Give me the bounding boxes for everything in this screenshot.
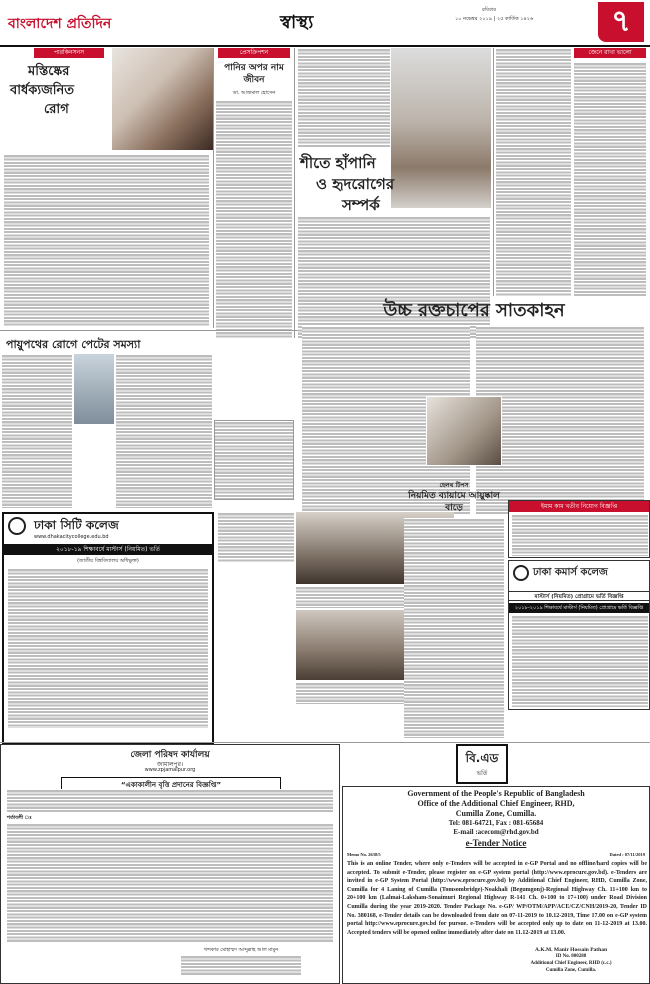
masthead bbox=[0, 0, 650, 46]
tender-line-1: Government of the People's Republic of Bangladesh bbox=[407, 789, 585, 798]
tender-memo: Memo No. 2638/5 bbox=[347, 852, 381, 857]
main-headline: উচ্চ রক্তচাপের সাতকাহন bbox=[383, 300, 565, 321]
conditions-list bbox=[7, 823, 333, 943]
article-headline: পানির অপর নাম জীবন bbox=[224, 63, 284, 85]
event-photos bbox=[214, 512, 298, 744]
issue-date: ১০ নভেম্বর ২০১৯ | ২৫ কার্তিক ১৪২৬ bbox=[455, 16, 534, 22]
headline-line-2: বার্ধক্যজনিত bbox=[10, 83, 75, 98]
article-kicker: প্রেসক্রিপশন bbox=[218, 48, 290, 58]
signature-details bbox=[181, 955, 301, 975]
stomach-photo bbox=[74, 354, 114, 424]
tender-line-3: Cumilla Zone, Cumilla. bbox=[455, 809, 537, 818]
sidebar-right-text bbox=[574, 62, 646, 296]
session-banner: ২০১৮-২০১৯ শিক্ষাবর্ষে মাস্টার্স (নিয়মিত) প্রোগ্রামে ভর্তি বিজ্ঞপ্তি bbox=[509, 603, 649, 613]
issue-day: রবিবার bbox=[482, 7, 496, 13]
bed-title: বি.এড bbox=[465, 751, 499, 765]
ad-body bbox=[8, 568, 208, 728]
article-kicker: পারকিনসনস bbox=[34, 48, 104, 58]
college-name: ঢাকা সিটি কলেজ bbox=[34, 518, 119, 532]
ad-website: www.zpjamalpur.org bbox=[144, 767, 196, 773]
article-body-left bbox=[2, 354, 72, 508]
headline-line-3: রোগ bbox=[44, 102, 69, 117]
headline-line-1: মস্তিষ্কের bbox=[28, 64, 70, 79]
ad-body bbox=[7, 789, 333, 813]
event-caption bbox=[218, 512, 294, 562]
signature: খন্দকার মোহাম্মদ আব্দুল্লাহ আল মামুন bbox=[203, 947, 279, 953]
masthead-rule bbox=[0, 45, 650, 47]
article-body-right bbox=[116, 354, 212, 508]
district-council-ad bbox=[0, 744, 340, 984]
column-rule bbox=[493, 48, 494, 296]
bp-monitor-photo bbox=[426, 396, 502, 466]
tender-signer: A.K.M. Manir Hossain Pathan bbox=[534, 947, 607, 953]
ad-title: ইমাম কাম খতীব নিয়োগ বিজ্ঞপ্তি bbox=[509, 501, 649, 512]
article-water bbox=[214, 48, 294, 340]
tender-signer-title: Additional Chief Engineer, RHD (c.c.) bbox=[530, 961, 612, 966]
man-coughing-photo bbox=[391, 48, 491, 208]
tender-line-2: Office of the Additional Chief Engineer, RHD, bbox=[417, 799, 575, 808]
tender-signer-place: Cumilla Zone, Cumilla. bbox=[545, 968, 597, 973]
page-number-badge bbox=[598, 2, 644, 42]
college-website: www.dhakacitycollege.edu.bd bbox=[34, 534, 109, 540]
ad-body bbox=[512, 615, 648, 707]
column-rule bbox=[213, 48, 214, 328]
admission-banner: মাস্টার্স (নিয়মিত) প্রোগ্রামে ভর্তি বিজ্ঞপ্তি bbox=[509, 591, 649, 601]
article-body bbox=[216, 100, 292, 338]
section-rule bbox=[0, 330, 298, 331]
bed-admission-ad bbox=[456, 744, 508, 784]
scholarship-title: “একাকালীন বৃত্তি প্রদানের বিজ্ঞপ্তি” bbox=[61, 777, 281, 793]
conditions-label: শর্তাবলী ঃ bbox=[7, 815, 32, 821]
article-body bbox=[4, 154, 209, 326]
article-byline: ডা. আজমাল হোসেন bbox=[232, 90, 276, 96]
headline-line-3: সম্পর্ক bbox=[342, 196, 380, 214]
tender-line-4: Tel: 081-64721, Fax : 081-65684 bbox=[448, 819, 544, 827]
tender-date: Dated : 07/11/2019 bbox=[609, 852, 645, 857]
health-tips-kicker: হেলথ টিপস bbox=[439, 482, 469, 489]
headline-line-1: শীতে হাঁপানি bbox=[300, 154, 376, 172]
college-sub: (জাতীয় বিশ্ববিদ্যালয় অধিভুক্ত) bbox=[77, 558, 139, 564]
page-number: ৭ bbox=[611, 4, 631, 39]
dhaka-commerce-college-ad bbox=[508, 560, 650, 710]
newspaper-logo: বাংলাদেশ প্রতিদিন bbox=[8, 16, 112, 32]
e-tender-notice bbox=[342, 786, 650, 984]
tender-body: This is an online Tender, where only e-Tenders will be accepted in e-GP Portal and no offline/hard copies will be accepted. To submit e-Tender, please register on e-GP system portal (http://www.eprocure.gov.bd). e-Tenders are invited in e-GP System Portal (http://www.eprocure.gov.bd) by Additional Chief Engineer, RHD, Cumilla Zone, Cumilla for 4 Laning of Cumilla (Tomsombridge)-Noakhali (Begumgonj)-Regional Highway Ch. 11+100 km to 20+100 km (Lalmai-Laksham-Sonaimuri Regional Highway R-141 Ch. 0+100 to 17+100) under Road Division Cumilla during the year 2019-2020. Tender Package No. e-GP/ WP/OTM/APP/ACE/CZ/CNH/2019-20, Tender ID No. 380168, e-Tender details can be downloaded from date on 07-11-2019 to 10.12-2019, Time 17.00 on e-GP system portal http://www.eprocure.gov.bd for pursue. e-Tenders will be accepted only up to date on 11-12-2019 at 13.00. Accepted tenders will be opened online immediately after date on 11.12-2019 at 13.00. bbox=[347, 861, 647, 936]
woman-headache-photo bbox=[112, 48, 213, 150]
tender-title: e-Tender Notice bbox=[465, 838, 527, 848]
column-rule bbox=[294, 48, 295, 338]
dhaka-city-college-ad bbox=[2, 512, 214, 744]
section-rule bbox=[0, 742, 650, 743]
article-body-left bbox=[298, 48, 390, 148]
sidebar-title: জেনে রাখা ভালো bbox=[574, 48, 646, 58]
health-tips-headline: নিয়মিত ব্যায়ামে আয়ুষ্কাল বাড়ে bbox=[408, 491, 500, 513]
sidebar-left-text bbox=[496, 48, 571, 296]
health-tips bbox=[400, 480, 508, 740]
small-classified-ad bbox=[214, 420, 294, 500]
ad-place: জামালপুর। bbox=[156, 761, 184, 768]
article-parkinsons bbox=[0, 48, 213, 328]
ad-title: জেলা পরিষদ কার্যালয় bbox=[130, 750, 210, 760]
headline-line-2: ও হৃদরোগের bbox=[316, 175, 395, 193]
college-logo-icon bbox=[8, 517, 26, 535]
health-tips-body bbox=[404, 518, 504, 738]
bed-sub: ভর্তি bbox=[476, 770, 488, 777]
article-anal-disease bbox=[0, 334, 214, 510]
admission-banner: ২০১৮-১৯ শিক্ষাবর্ষে মাস্টার্স (নিয়মিত) ভর্তি bbox=[4, 544, 212, 555]
tender-signer-id: ID No. 800288 bbox=[555, 954, 587, 959]
article-headline: পায়ুপথের রোগে পেটের সমস্যা bbox=[6, 338, 141, 351]
college-logo-icon bbox=[513, 565, 529, 581]
tender-line-5: E-mail :acecom@rhd.gov.bd bbox=[453, 828, 539, 836]
imam-recruitment-ad bbox=[508, 500, 650, 558]
college-name: ঢাকা কমার্স কলেজ bbox=[533, 567, 608, 578]
section-title: স্বাস্থ্য bbox=[280, 12, 314, 33]
ad-body bbox=[512, 514, 648, 556]
sidebar-good-to-know bbox=[494, 48, 650, 298]
